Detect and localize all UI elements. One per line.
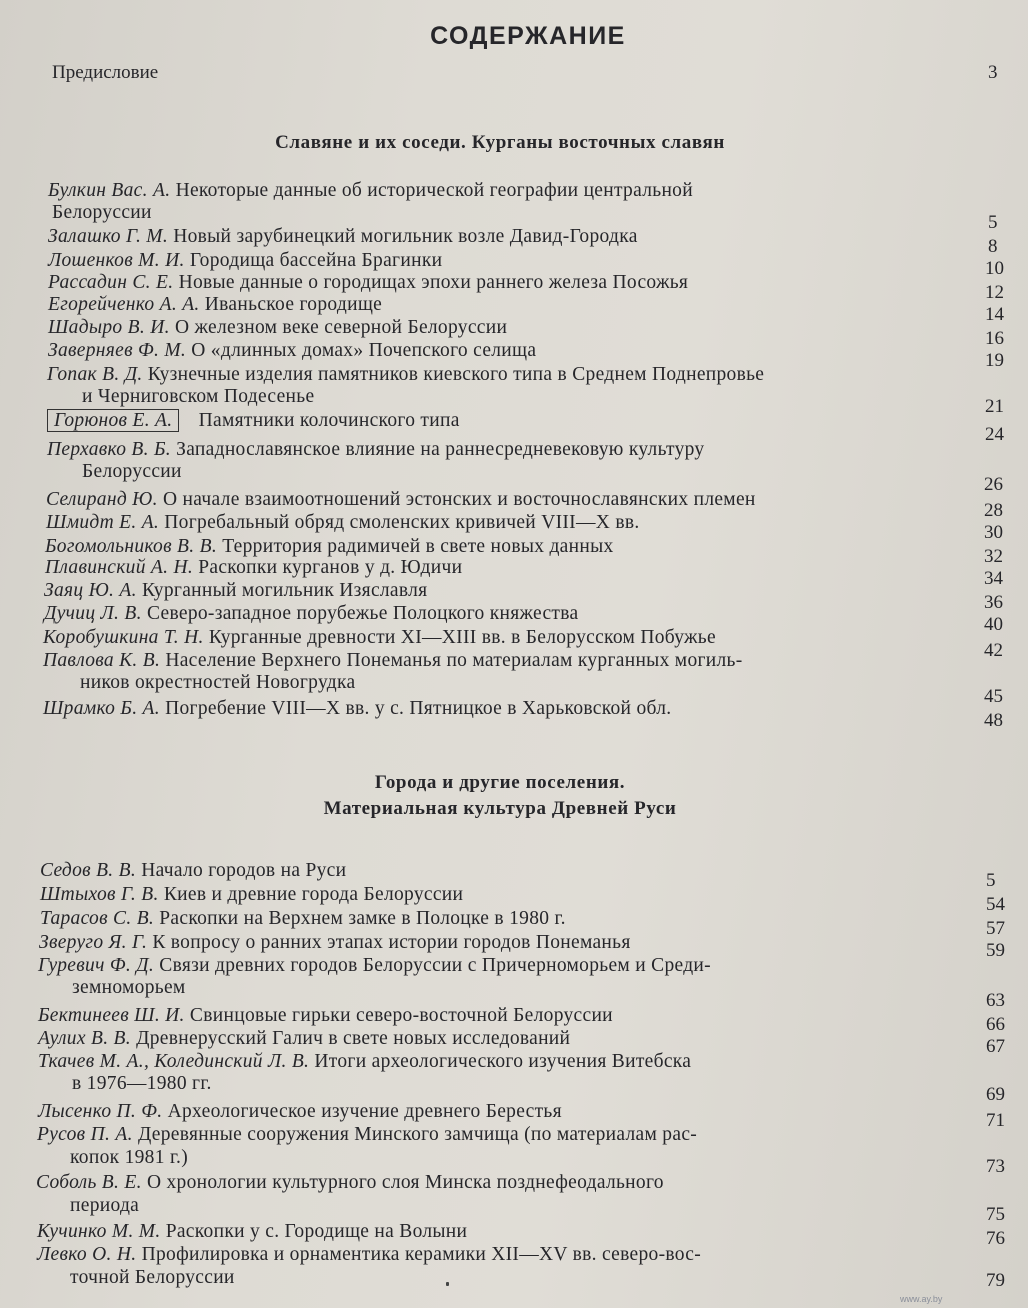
entry-page-number: 45: [984, 686, 1003, 707]
entry-line: [44, 603, 578, 625]
entry-title: Иваньское городище: [204, 294, 383, 315]
entry-page-number: 67: [986, 1036, 1005, 1057]
entry-author: Гуревич Ф. Д.: [38, 955, 155, 976]
entry-line: [48, 340, 536, 362]
entry-author: Зверуго Я. Г.: [39, 932, 148, 953]
ink-dot: [446, 1282, 449, 1286]
entry-title: Западнославянское влияние на раннесредневековую культуру: [176, 439, 705, 460]
entry-line: [48, 272, 688, 294]
entry-page-number: 63: [986, 990, 1005, 1011]
entry-author: Левко О. Н.: [37, 1244, 137, 1265]
entry-author: Седов В. В.: [40, 860, 137, 881]
entry-title: Древнерусский Галич в свете новых исследований: [136, 1028, 571, 1049]
entry-line: [72, 1073, 212, 1095]
entry-author: Заяц Ю. А.: [44, 580, 137, 601]
entry-line: [40, 908, 566, 930]
entry-page-number: 75: [986, 1204, 1005, 1225]
entry-page-number: 69: [986, 1084, 1005, 1105]
entry-line: [48, 294, 382, 316]
entry-title: копок 1981 г.): [70, 1147, 189, 1168]
entry-author: Заверняев Ф. М.: [48, 340, 187, 361]
entry-title: Профилировка и орнаментика керамики XII—XV вв. северо-вос-: [141, 1244, 702, 1265]
entry-page-number: 66: [986, 1014, 1005, 1035]
entry-page-number: 8: [988, 236, 998, 257]
entry-line: [38, 955, 711, 977]
entry-author: Шрамко Б. А.: [43, 698, 160, 719]
entry-page-number: 19: [985, 350, 1004, 371]
entry-title: Кузнечные изделия памятников киевского типа в Среднем Поднепровье: [147, 364, 765, 385]
entry-page-number: 10: [985, 258, 1004, 279]
entry-author: Залашко Г. М.: [48, 226, 169, 247]
entry-title: Связи древних городов Белоруссии с Причерноморьем и Среди-: [159, 955, 711, 976]
entry-title: точной Белоруссии: [70, 1267, 235, 1288]
section-title: Города и другие поселения.: [374, 772, 626, 793]
entry-title: Курганный могильник Изяславля: [141, 580, 428, 601]
entry-author: Гопак В. Д.: [47, 364, 143, 385]
section-title: Материальная культура Древней Руси: [323, 798, 677, 819]
entry-title: Раскопки курганов у д. Юдичи: [198, 557, 463, 578]
entry-page-number: 26: [984, 474, 1003, 495]
section-title: Славяне и их соседи. Курганы восточных славян: [275, 132, 725, 153]
entry-line: [40, 860, 346, 882]
entry-page-number: 54: [986, 894, 1005, 915]
entry-author: Кучинко М. М.: [37, 1221, 161, 1242]
entry-line: [48, 317, 507, 339]
entry-title: Белоруссии: [52, 202, 152, 223]
entry-author: Павлова К. В.: [43, 650, 161, 671]
entry-page-number: 5: [988, 212, 998, 233]
entry-author: Булкин Вас. А.: [48, 180, 171, 201]
entry-line: [45, 557, 462, 579]
entry-line: [82, 386, 314, 408]
entry-line: [45, 536, 614, 558]
entry-author: Ткачев М. А., Колединский Л. В.: [38, 1051, 310, 1072]
entry-page-number: 28: [984, 500, 1003, 521]
watermark: www.ay.by: [900, 1294, 943, 1304]
entry-page-number: 16: [985, 328, 1004, 349]
entry-title: периода: [70, 1195, 140, 1216]
entry-page-number: 40: [984, 614, 1003, 635]
entry-author: Аулих В. В.: [38, 1028, 131, 1049]
entry-author: Дучиц Л. В.: [44, 603, 142, 624]
entry-author: Лысенко П. Ф.: [38, 1101, 163, 1122]
entry-title: Белоруссии: [82, 461, 182, 482]
entry-page-number: 73: [986, 1156, 1005, 1177]
entry-title: земноморьем: [72, 977, 186, 998]
entry-title: Курганные древности XI—XIII вв. в Белорусском Побужье: [208, 627, 716, 648]
entry-title: в 1976—1980 гг.: [72, 1073, 212, 1094]
entry-page-number: 21: [985, 396, 1004, 417]
entry-line: [70, 1195, 139, 1217]
entry-title: Археологическое изучение древнего Берестья: [167, 1101, 562, 1122]
entry-page-number: 32: [984, 546, 1003, 567]
entry-line: [46, 489, 756, 511]
entry-page-number: 57: [986, 918, 1005, 939]
entry-page-number: 34: [984, 568, 1003, 589]
entry-title: О железном веке северной Белоруссии: [174, 317, 508, 338]
entry-author: Перхавко В. Б.: [47, 439, 171, 460]
entry-page-number: 79: [986, 1270, 1005, 1291]
entry-title: Погребальный обряд смоленских кривичей VIII—X вв.: [164, 512, 640, 533]
entry-author: Лошенков М. И.: [48, 250, 185, 271]
entry-title: О «длинных домах» Почепского селища: [191, 340, 537, 361]
entry-author: Шмидт Е. А.: [46, 512, 160, 533]
entry-line: [48, 180, 693, 202]
entry-title: Раскопки у с. Городище на Волыни: [165, 1221, 468, 1242]
entry-title: Свинцовые гирьки северо-восточной Белоруссии: [189, 1005, 613, 1026]
entry-author: Русов П. А.: [37, 1124, 133, 1145]
entry-author: Коробушкина Т. Н.: [43, 627, 204, 648]
entry-title: Новый зарубинецкий могильник возле Давид-Городка: [173, 226, 638, 247]
entry-page-number: 24: [985, 424, 1004, 445]
entry-page-number: 30: [984, 522, 1003, 543]
entry-title: и Черниговском Подесенье: [82, 386, 315, 407]
entry-author: Соболь В. Е.: [36, 1172, 142, 1193]
entry-line: [37, 1244, 701, 1266]
entry-line: [36, 1172, 664, 1194]
page-title: СОДЕРЖАНИЕ: [430, 22, 626, 50]
entry-line: [47, 410, 460, 432]
entry-page-number: 42: [984, 640, 1003, 661]
entry-title: Новые данные о городищах эпохи раннего железа Посожья: [178, 272, 689, 293]
entry-page-number: 14: [985, 304, 1004, 325]
entry-page-number: 48: [984, 710, 1003, 731]
entry-line: [70, 1267, 235, 1289]
entry-title: Погребение VIII—X вв. у с. Пятницкое в Харьковской обл.: [165, 698, 672, 719]
entry-title: К вопросу о ранних этапах истории городов Понеманья: [152, 932, 631, 953]
entry-line: [40, 884, 463, 906]
entry-line: [70, 1147, 188, 1169]
entry-page-number: 36: [984, 592, 1003, 613]
entry-title: Итоги археологического изучения Витебска: [314, 1051, 692, 1072]
entry-line: [38, 1028, 570, 1050]
preface-page: 3: [988, 62, 998, 83]
entry-line: [43, 627, 716, 649]
entry-line: [47, 439, 704, 461]
entry-title: Городища бассейна Брагинки: [189, 250, 443, 271]
entry-line: [38, 1101, 562, 1123]
entry-line: [38, 1005, 613, 1027]
entry-title: Деревянные сооружения Минского замчища (по материалам рас-: [137, 1124, 698, 1145]
entry-line: [39, 932, 631, 954]
entry-author: Тарасов С. В.: [40, 908, 155, 929]
entry-line: [37, 1221, 467, 1243]
entry-line: [48, 226, 638, 248]
entry-author: Шадыро В. И.: [48, 317, 170, 338]
entry-author: Егорейченко А. А.: [48, 294, 200, 315]
entry-author: Богомольников В. В.: [45, 536, 217, 557]
entry-line: [38, 1051, 691, 1073]
entry-line: [72, 977, 186, 999]
preface-label: Предисловие: [52, 62, 159, 83]
entry-line: [37, 1124, 697, 1146]
entry-line: [46, 512, 640, 534]
entry-title: Некоторые данные об исторической географии центральной: [175, 180, 693, 201]
entry-author: Рассадин С. Е.: [48, 272, 174, 293]
entry-title: Раскопки на Верхнем замке в Полоцке в 1980 г.: [159, 908, 566, 929]
entry-page-number: 71: [986, 1110, 1005, 1131]
entry-title: О начале взаимоотношений эстонских и восточнославянских племен: [162, 489, 756, 510]
entry-title: Население Верхнего Понеманья по материалам курганных могиль-: [165, 650, 743, 671]
entry-page-number: 76: [986, 1228, 1005, 1249]
entry-line: [44, 580, 427, 602]
entry-author: Горюнов Е. А.: [47, 409, 179, 432]
entry-title: Начало городов на Руси: [141, 860, 347, 881]
entry-line: [48, 250, 442, 272]
entry-title: Северо-западное порубежье Полоцкого княжества: [146, 603, 579, 624]
entry-title: Киев и древние города Белоруссии: [163, 884, 464, 905]
entry-author: Штыхов Г. В.: [40, 884, 159, 905]
entry-page-number: 5: [986, 870, 996, 891]
entry-line: [43, 650, 743, 672]
entry-page-number: 59: [986, 940, 1005, 961]
entry-title: О хронологии культурного слоя Минска позднефеодального: [146, 1172, 664, 1193]
entry-title: Территория радимичей в свете новых данных: [222, 536, 614, 557]
entry-line: [82, 461, 182, 483]
entry-line: [52, 202, 152, 224]
entry-author: Плавинский А. Н.: [45, 557, 194, 578]
entry-line: [43, 698, 671, 720]
entry-title: ников окрестностей Новогрудка: [80, 672, 356, 693]
entry-title: Памятники колочинского типа: [198, 410, 460, 431]
entry-line: [47, 364, 764, 386]
entry-line: [80, 672, 355, 694]
entry-author: Бектинеев Ш. И.: [38, 1005, 185, 1026]
entry-author: Селиранд Ю.: [46, 489, 158, 510]
entry-page-number: 12: [985, 282, 1004, 303]
